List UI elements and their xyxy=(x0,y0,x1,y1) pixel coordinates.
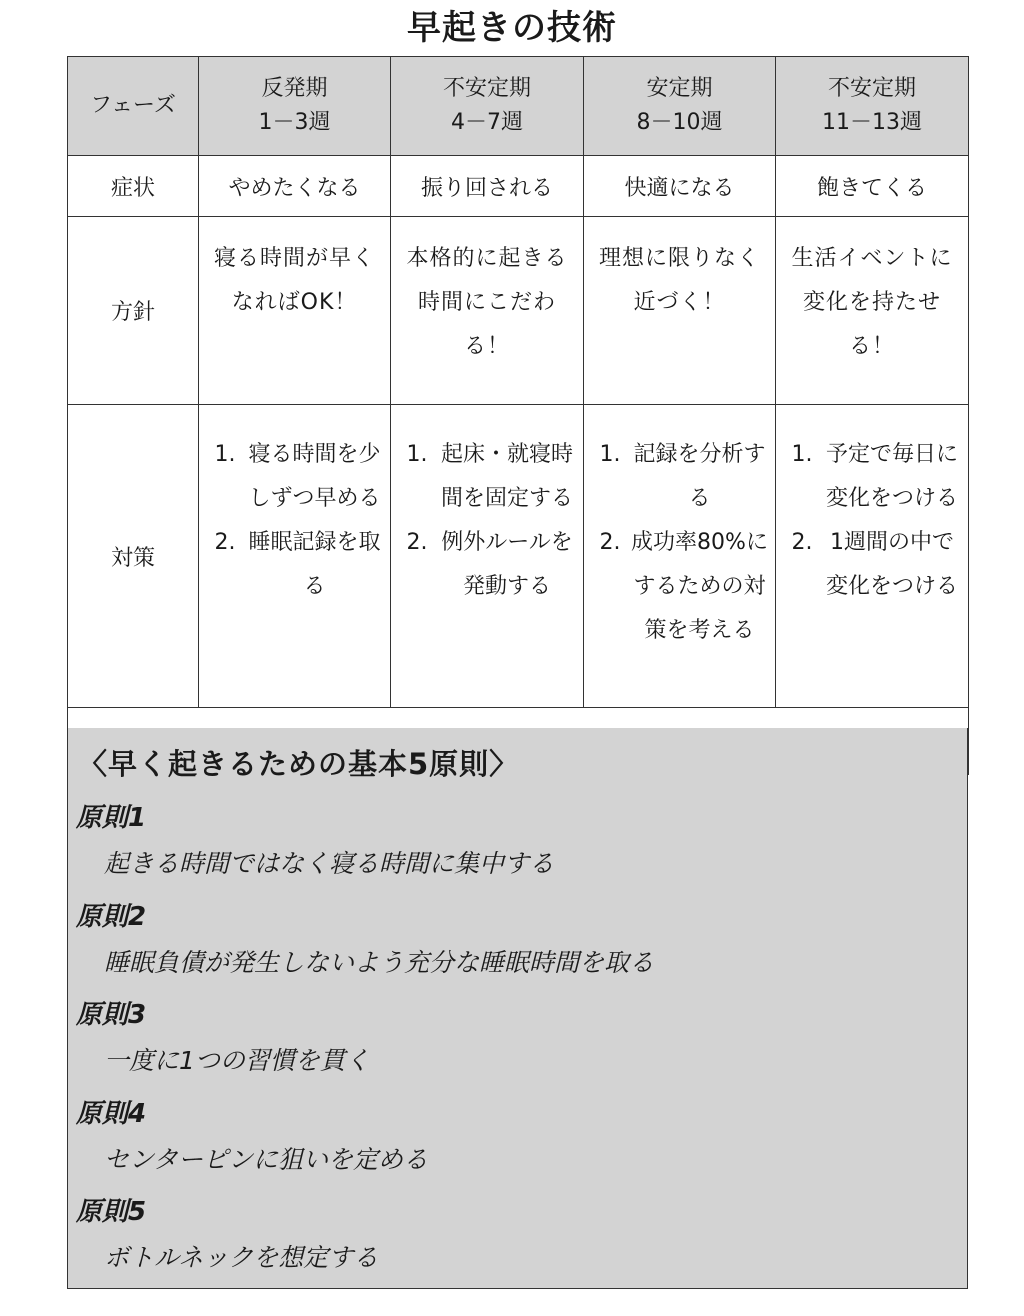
table-row-policy xyxy=(68,217,969,405)
measures-cell xyxy=(199,405,391,708)
item-number: 1. xyxy=(406,442,428,467)
item-number: 2. xyxy=(406,530,428,555)
table-row-phase xyxy=(68,57,969,156)
principle-text: 一度に1つの習慣を貫く xyxy=(104,1046,370,1075)
item-number: 1. xyxy=(599,442,621,467)
item-text: 起床・就寝時間を固定する xyxy=(440,442,573,511)
phase-name: 不安定期 xyxy=(442,76,531,101)
phase-header xyxy=(584,57,776,156)
list-item xyxy=(207,521,386,609)
item-number: 1. xyxy=(791,442,813,467)
principle-item xyxy=(76,997,956,1081)
symptom-cell: 振り回される xyxy=(391,156,584,217)
phase-weeks: 8－10週 xyxy=(636,110,723,135)
item-text: 1週間の中で変化をつける xyxy=(825,530,958,599)
principle-item xyxy=(76,899,956,983)
phase-weeks: 4－7週 xyxy=(451,110,523,135)
row-label-policy: 方針 xyxy=(68,217,199,405)
principles-box xyxy=(67,728,968,1289)
item-number: 2. xyxy=(599,530,621,555)
phase-name: 安定期 xyxy=(646,76,713,101)
phase-name: 反発期 xyxy=(261,76,328,101)
item-text: 成功率80%にするための対策を考える xyxy=(631,530,768,643)
symptom-cell: 快適になる xyxy=(584,156,776,217)
principle-item xyxy=(76,1096,956,1180)
principle-text: 睡眠負債が発生しないよう充分な睡眠時間を取る xyxy=(104,948,655,977)
phase-header xyxy=(199,57,391,156)
principle-item xyxy=(76,1194,956,1278)
list-item xyxy=(399,521,579,609)
principle-name: 原則2 xyxy=(76,902,147,932)
item-text: 寝る時間を少しずつ早める xyxy=(248,442,381,511)
principle-item xyxy=(76,800,956,884)
policy-cell: 生活イベントに変化を持たせる！ xyxy=(776,217,969,405)
page-title: 早起きの技術 xyxy=(407,8,617,48)
phase-header xyxy=(776,57,969,156)
principle-name: 原則4 xyxy=(76,1099,147,1129)
principle-name: 原則1 xyxy=(76,803,147,833)
principles-heading: 〈早く起きるための基本5原則〉 xyxy=(78,747,520,781)
principle-text: 起きる時間ではなく寝る時間に集中する xyxy=(104,849,555,878)
phase-name: 不安定期 xyxy=(827,76,916,101)
table-row-symptoms xyxy=(68,156,969,217)
principle-text: センターピンに狙いを定める xyxy=(104,1145,429,1174)
item-text: 例外ルールを発動する xyxy=(441,530,573,599)
item-text: 予定で毎日に変化をつける xyxy=(825,442,958,511)
principle-text: ボトルネックを想定する xyxy=(104,1243,379,1272)
item-number: 1. xyxy=(214,442,236,467)
item-number: 2. xyxy=(214,530,236,555)
list-item xyxy=(784,433,964,521)
item-number: 2. xyxy=(791,530,813,555)
row-label-measures: 対策 xyxy=(68,405,199,708)
list-item xyxy=(207,433,386,521)
phase-table xyxy=(67,56,969,775)
symptom-cell: やめたくなる xyxy=(199,156,391,217)
item-text: 睡眠記録を取る xyxy=(248,530,381,599)
table-row-measures xyxy=(68,405,969,708)
principle-name: 原則5 xyxy=(76,1197,147,1227)
measures-cell xyxy=(776,405,969,708)
policy-cell: 本格的に起きる時間にこだわる！ xyxy=(391,217,584,405)
phase-weeks: 1－3週 xyxy=(258,110,331,135)
measures-cell xyxy=(584,405,776,708)
row-label-phase: フェーズ xyxy=(68,57,199,156)
phase-header xyxy=(391,57,584,156)
list-item xyxy=(592,521,771,653)
principle-name: 原則3 xyxy=(76,1000,147,1030)
policy-cell: 理想に限りなく近づく！ xyxy=(584,217,776,405)
symptom-cell: 飽きてくる xyxy=(776,156,969,217)
policy-cell: 寝る時間が早くなればOK！ xyxy=(199,217,391,405)
list-item xyxy=(592,433,771,521)
list-item xyxy=(784,521,964,609)
list-item xyxy=(399,433,579,521)
measures-cell xyxy=(391,405,584,708)
row-label-symptoms: 症状 xyxy=(68,156,199,217)
phase-weeks: 11－13週 xyxy=(822,110,922,135)
item-text: 記録を分析する xyxy=(633,442,766,511)
